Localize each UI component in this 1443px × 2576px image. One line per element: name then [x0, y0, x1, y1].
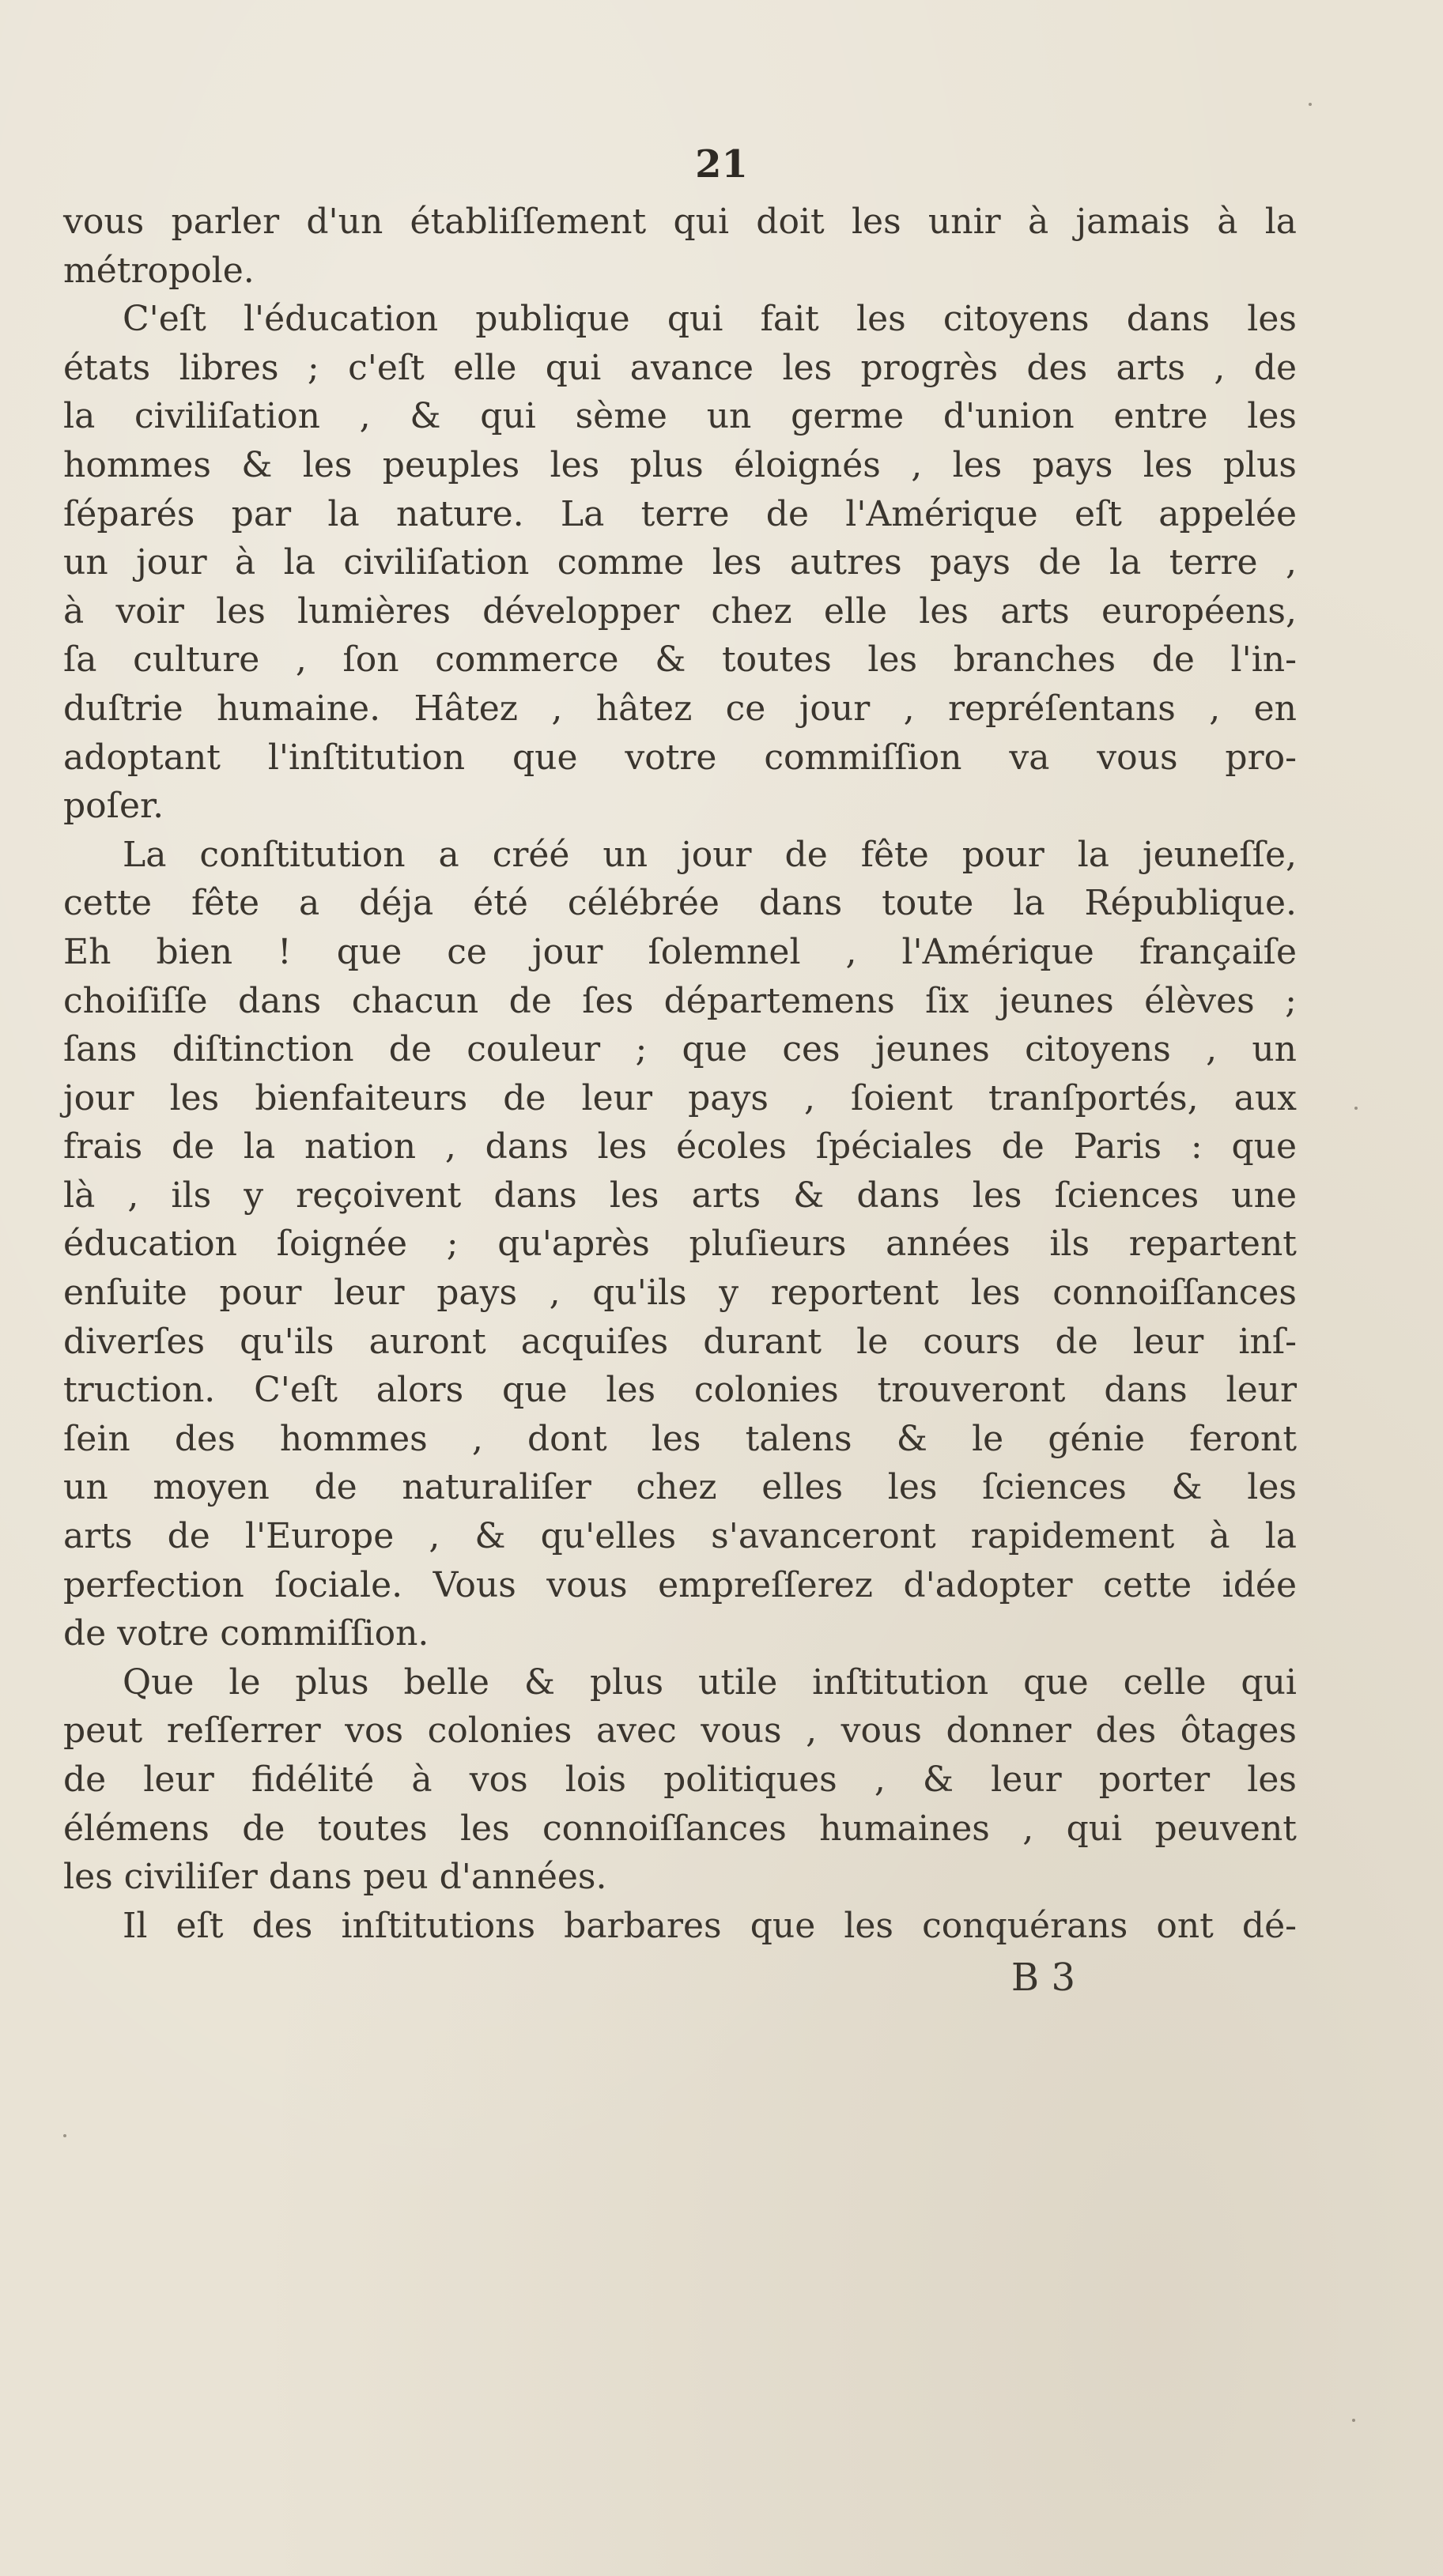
text-line: Que le plus belle & plus utile inſtitution que celle qui — [123, 1661, 1297, 1703]
text-line: ſans diſtinction de couleur ; que ces jeunes citoyens , un — [63, 1029, 1297, 1070]
text-line: duſtrie humaine. Hâtez , hâtez ce jour , repréſentans , en — [63, 688, 1297, 729]
text-line: ſein des hommes , dont les talens & le génie feront — [63, 1418, 1297, 1459]
text-line: métropole. — [63, 250, 255, 291]
paper-speck — [1281, 1778, 1284, 1782]
text-line: de votre commiſſion. — [63, 1613, 429, 1654]
text-line: truction. C'eſt alors que les colonies trouveront dans leur — [63, 1370, 1297, 1411]
text-line: éducation ſoignée ; qu'après pluſieurs années ils repartent — [63, 1224, 1297, 1265]
paper-speck — [1354, 1107, 1358, 1110]
text-line: là , ils y reçoivent dans les arts & dans les ſciences une — [63, 1175, 1297, 1216]
text-line: ſéparés par la nature. La terre de l'Amérique eſt appelée — [63, 493, 1297, 534]
text-line: arts de l'Europe , & qu'elles s'avanceront rapidement à la — [63, 1516, 1297, 1557]
text-line: frais de la nation , dans les écoles ſpéciales de Paris : que — [63, 1126, 1297, 1167]
text-line: C'eſt l'éducation publique qui fait les citoyens dans les — [123, 299, 1297, 340]
signature-mark: B 3 — [1010, 1956, 1075, 2001]
text-line: adoptant l'inſtitution que votre commiſſion va vous pro- — [63, 737, 1297, 778]
text-line: un jour à la civiliſation comme les autres pays de la terre , — [63, 542, 1297, 583]
text-line: la civiliſation , & qui sème un germe d'union entre les — [63, 396, 1297, 437]
body-text — [63, 198, 1297, 2017]
text-line: diverſes qu'ils auront acquiſes durant le cours de leur inſ- — [63, 1321, 1297, 1362]
text-line: poſer. — [63, 786, 164, 827]
text-line: jour les bienfaiteurs de leur pays , ſoient tranſportés, aux — [63, 1077, 1297, 1118]
text-line: de leur fidélité à vos lois politiques , & leur porter les — [63, 1759, 1297, 1800]
text-line: un moyen de naturaliſer chez elles les ſciences & les — [63, 1467, 1297, 1508]
paper-speck — [63, 2134, 66, 2137]
text-line: choiſiſſe dans chacun de ſes départemens ſix jeunes élèves ; — [63, 980, 1297, 1021]
text-line: ſa culture , ſon commerce & toutes les branches de l'in- — [63, 639, 1297, 681]
paper-speck — [1309, 103, 1312, 106]
text-line: élémens de toutes les connoiſſances humaines , qui peuvent — [63, 1808, 1297, 1849]
text-line: à voir les lumières développer chez elle les arts européens, — [63, 590, 1297, 632]
text-line: enſuite pour leur pays , qu'ils y reportent les connoiſſances — [63, 1273, 1297, 1314]
text-line: peut reſſerrer vos colonies avec vous , vous donner des ôtages — [63, 1710, 1297, 1752]
text-line: La conſtitution a créé un jour de fête pour la jeuneſſe, — [123, 834, 1297, 875]
text-line: les civiliſer dans peu d'années. — [63, 1857, 607, 1898]
text-line: hommes & les peuples les plus éloignés , les pays les plus — [63, 444, 1297, 485]
text-line: Eh bien ! que ce jour ſolemnel , l'Amérique françaiſe — [63, 931, 1297, 972]
text-line: vous parler d'un établiſſement qui doit les unir à jamais à la — [63, 202, 1297, 242]
text-line: cette fête a déja été célébrée dans toute la République. — [63, 883, 1297, 924]
paper-speck — [1352, 2419, 1355, 2422]
page-number: 21 — [695, 142, 748, 187]
text-line: perfection ſociale. Vous vous empreſſerez d'adopter cette idée — [63, 1564, 1297, 1605]
text-line: états libres ; c'eſt elle qui avance les progrès des arts , de — [63, 347, 1297, 388]
text-line: Il eſt des inſtitutions barbares que les conquérans ont dé- — [123, 1905, 1297, 1946]
